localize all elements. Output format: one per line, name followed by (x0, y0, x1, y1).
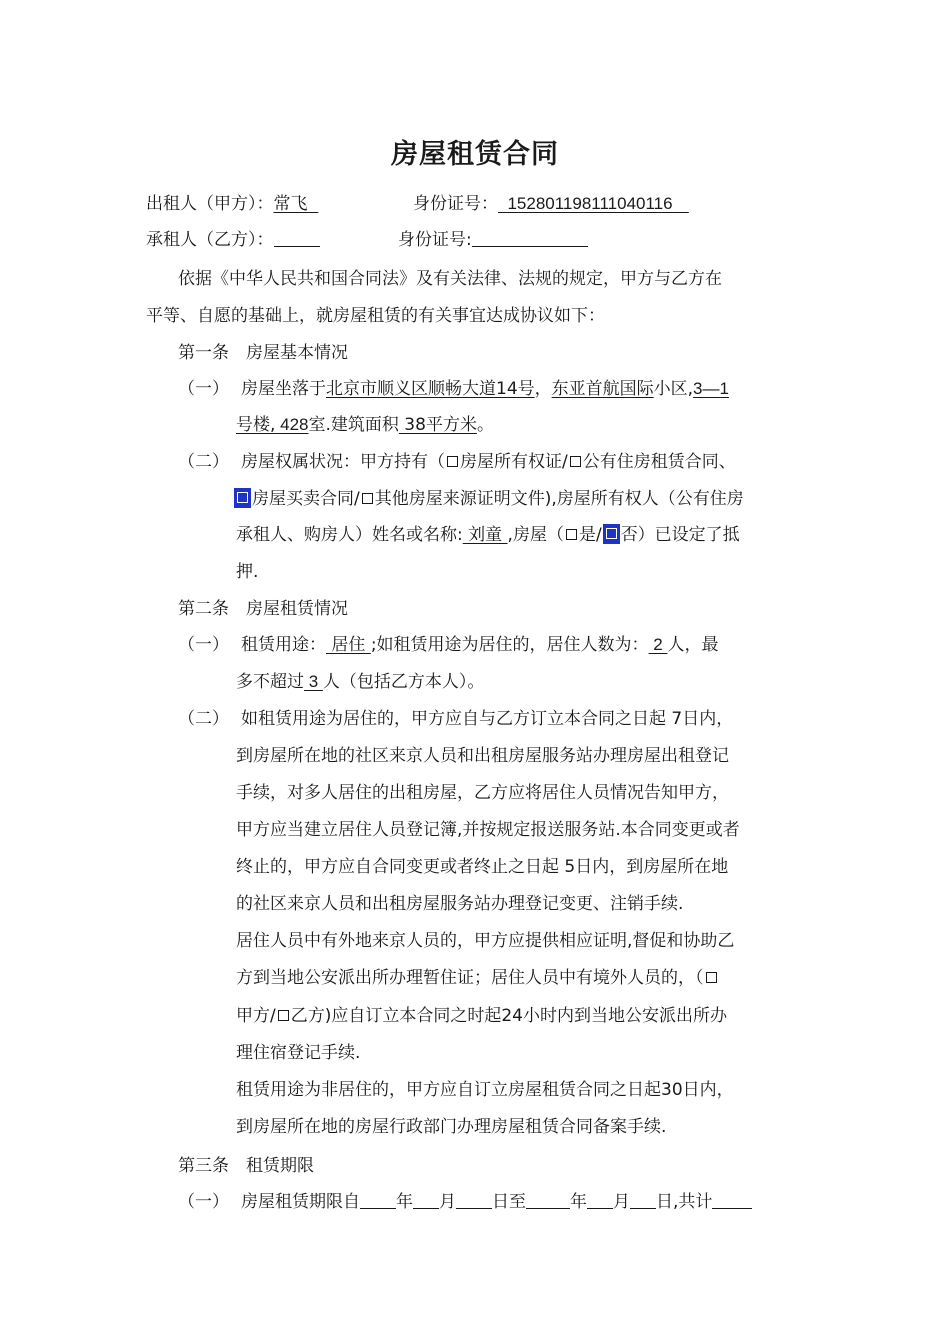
intro-line-1: 依据《中华人民共和国合同法》及有关法律、法规的规定，甲方与乙方在 (178, 269, 722, 289)
document-title: 房屋租赁合同 (391, 139, 559, 170)
intro-line-2: 平等、自愿的基础上，就房屋租赁的有关事宜达成协议如下： (146, 306, 605, 326)
max-resident-count: 3 (304, 672, 323, 691)
lessee-id-line (398, 228, 588, 252)
owner-name: 刘童 (462, 525, 508, 545)
article-2-item-1-line-1: （一） 租赁用途： 居住 ;如租赁用途为居住的，居住人数为： 2 人，最 (178, 635, 719, 655)
article-2-item-1-line-2: 多不超过 3 人（包括乙方本人）。 (236, 672, 485, 692)
article-2-item-2-line-5: 终止的，甲方应自合同变更或者终止之日起 5日内，到房屋所在地 (236, 857, 729, 877)
end-month-blank (587, 1191, 613, 1209)
building-number: 3—1 (693, 379, 729, 398)
article-1-item-2-line-1: （二） 房屋权属状况：甲方持有（ 房屋所有权证/ 公有住房租赁合同、 (178, 452, 736, 472)
checkbox-other-proof[interactable] (362, 493, 373, 504)
resident-count: 2 (648, 635, 668, 654)
checkbox-purchase-contract[interactable] (234, 488, 251, 508)
article-2-item-2-line-4: 甲方应当建立居住人员登记簿,并按规定报送服务站.本合同变更或者 (236, 820, 740, 840)
start-month-blank (413, 1191, 439, 1209)
lessor-id-line (413, 192, 689, 216)
room-number: 428 (275, 415, 309, 434)
end-day-blank (630, 1191, 656, 1209)
article-2-item-2-para-2-line-3: 甲方/ 乙方)应自订立本合同之时起24小时内到当地公安派出所办 (236, 1006, 727, 1026)
article-2-item-2-para-2-line-4: 理住宿登记手续. (236, 1043, 361, 1063)
article-1-item-1-line-2: 号楼, 428室.建筑面积 38平方米。 (236, 415, 494, 435)
checkbox-mortgaged-no[interactable] (603, 524, 620, 544)
community-name: 东亚首航国际 (551, 379, 654, 399)
article-2-item-2-line-2: 到房屋所在地的社区来京人员和出租房屋服务站办理房屋出租登记 (236, 746, 729, 766)
lessee-id-blank (472, 229, 588, 247)
article-2-item-2-para-3-line-1: 租赁用途为非居住的，甲方应自订立房屋租赁合同之日起30日内， (236, 1080, 734, 1100)
article-2-heading: 第二条 房屋租赁情况 (178, 599, 348, 619)
lessee-id-label: 身份证号: (398, 230, 472, 250)
checkbox-ownership-certificate[interactable] (447, 456, 458, 467)
end-year-blank (526, 1191, 570, 1209)
start-day-blank (456, 1191, 492, 1209)
lessee-label: 承租人（乙方）： (146, 230, 274, 250)
article-3-heading: 第三条 租赁期限 (178, 1156, 314, 1176)
article-1-item-1-line-1: （一） 房屋坐落于北京市顺义区顺畅大道14号，东亚首航国际小区,3—1 (178, 379, 729, 399)
lessor-line (146, 192, 318, 216)
total-term-blank (712, 1191, 752, 1209)
article-3-item-1-line-1: （一） 房屋租赁期限自 年 月 日至 年 月 日,共计 (178, 1190, 752, 1214)
article-2-item-2-line-1: （二） 如租赁用途为居住的，甲方应自与乙方订立本合同之日起 7日内， (178, 709, 734, 729)
article-2-item-2-para-2-line-1: 居住人员中有外地来京人员的，甲方应提供相应证明,督促和协助乙 (236, 931, 735, 951)
article-2-item-2-para-2-line-2: 方到当地公安派出所办理暂住证；居住人员中有境外人员的，（ (236, 966, 719, 990)
start-year-blank (360, 1191, 396, 1209)
lessor-name: 常飞 (273, 194, 308, 214)
checkbox-party-a-registration[interactable] (706, 972, 717, 983)
lessor-id-number: 152801198111040116 (507, 194, 673, 213)
article-1-item-2-line-4: 押. (236, 562, 259, 582)
checkbox-mortgaged-yes[interactable] (566, 529, 577, 540)
lease-use: 居住 (326, 635, 371, 655)
article-2-item-2-para-3-line-2: 到房屋所在地的房屋行政部门办理房屋租赁合同备案手续. (236, 1117, 667, 1137)
lessee-name-blank (274, 229, 320, 247)
checkbox-party-b-registration[interactable] (278, 1010, 289, 1021)
article-1-item-2-line-3: 承租人、购房人）姓名或名称: 刘童 ,房屋（ 是/ 否）已设定了抵 (236, 525, 740, 545)
lessor-id-label: 身份证号： (413, 194, 498, 214)
article-2-item-2-line-6: 的社区来京人员和出租房屋服务站办理登记变更、注销手续. (236, 894, 684, 914)
property-address: 北京市顺义区顺畅大道14号 (326, 379, 535, 399)
article-1-item-2-line-2: 房屋买卖合同/ 其他房屋来源证明文件),房屋所有权人（公有住房 (233, 487, 744, 511)
article-2-item-2-line-3: 手续，对多人居住的出租房屋，乙方应将居住人员情况告知甲方， (236, 783, 729, 803)
checkbox-public-housing-lease[interactable] (570, 456, 581, 467)
lessor-label: 出租人（甲方）： (146, 194, 274, 214)
building-area: 38平方米 (398, 415, 477, 435)
lessee-line (146, 228, 320, 252)
article-1-heading: 第一条 房屋基本情况 (178, 343, 348, 363)
